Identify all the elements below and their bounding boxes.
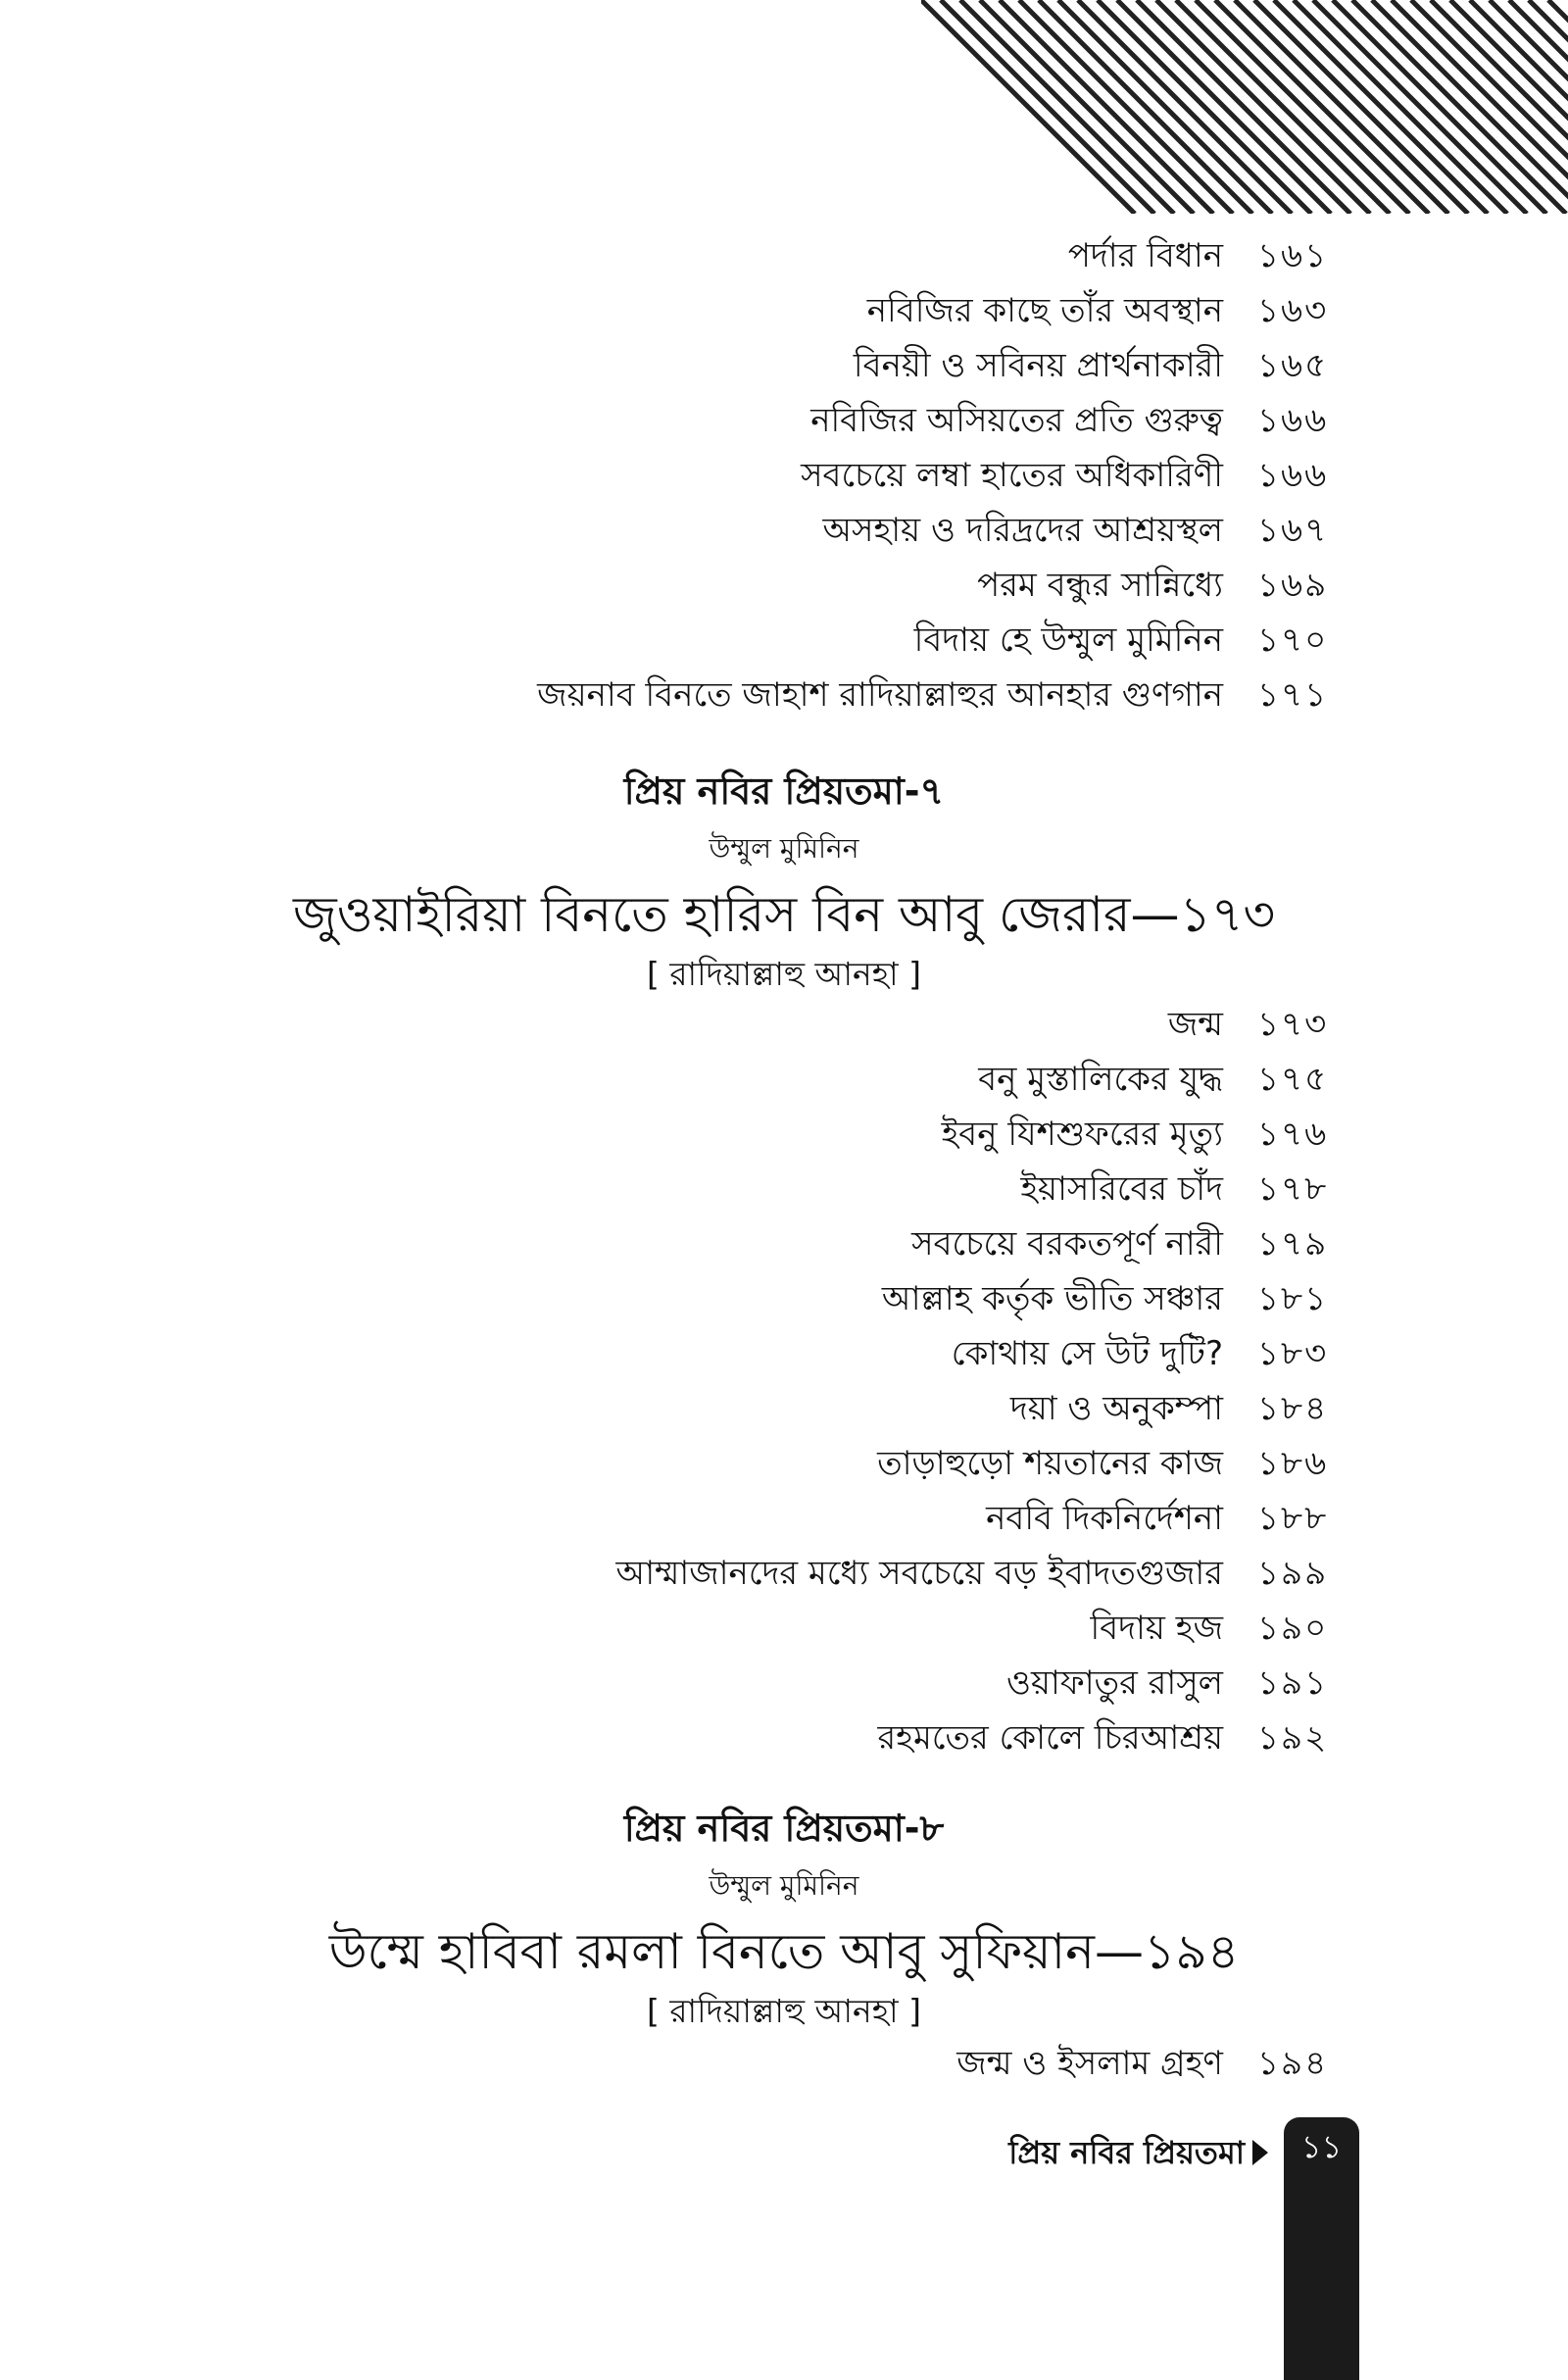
toc-entry-title: জয়নাব বিনতে জাহাশ রাদিয়াল্লাহুর আনহার গুণগান — [537, 675, 1223, 715]
toc-entry-title: ইয়াসরিবের চাঁদ — [1020, 1169, 1223, 1209]
toc-entry-title: বিদায় হে উম্মুল মুমিনিন — [913, 620, 1223, 660]
toc-entry-page: ১৬৭ — [1257, 511, 1329, 550]
toc-entry-page: ১৬৬ — [1257, 456, 1329, 495]
toc-entry-page: ১৯০ — [1257, 1609, 1329, 1648]
section-name[interactable]: উম্মে হাবিবা রমলা বিনতে আবু সুফিয়ান—১৯৪ — [328, 1923, 1240, 1980]
toc-entry-page: ১৬৬ — [1257, 401, 1329, 440]
toc-entry[interactable] — [0, 1713, 1568, 1762]
toc-entry-title: জন্ম — [1167, 1005, 1223, 1044]
toc-entry[interactable] — [0, 286, 1568, 335]
toc-entry[interactable] — [0, 451, 1568, 500]
toc-entry-title: আম্মাজানদের মধ্যে সবচেয়ে বড় ইবাদতগুজার — [615, 1554, 1223, 1593]
section-subtitle: উম্মুল মুমিনিন — [709, 832, 859, 865]
toc-entry-page: ১৭৮ — [1257, 1169, 1329, 1209]
toc-entry[interactable] — [0, 561, 1568, 610]
toc-entry-page: ১৭৬ — [1257, 1115, 1329, 1154]
toc-entry-title: পর্দার বিধান — [1067, 236, 1223, 275]
toc-entry-title: বিদায় হজ — [1090, 1609, 1223, 1648]
toc-entry-page: ১৮৪ — [1257, 1389, 1329, 1428]
toc-entry[interactable] — [0, 1384, 1568, 1433]
toc-entry-title: নবিজির অসিয়তের প্রতি গুরুত্ব — [810, 401, 1223, 440]
toc-entry[interactable] — [0, 1329, 1568, 1378]
toc-entry-title: ইবনু যিশশুফরের মৃত্যু — [941, 1115, 1223, 1154]
toc-entry-page: ১৭৯ — [1257, 1224, 1329, 1264]
toc-entry-title: পরম বন্ধুর সান্নিধ্যে — [977, 566, 1223, 605]
toc-entry-page: ১৭১ — [1257, 675, 1329, 715]
toc-entry-title: কোথায় সে উট দুটি? — [951, 1334, 1223, 1373]
toc-entry-page: ১৯১ — [1257, 1663, 1329, 1703]
toc-entry-title: দয়া ও অনুকম্পা — [1009, 1389, 1223, 1428]
section-honorific: [ রাদিয়াল্লাহু আনহা ] — [647, 1992, 921, 2030]
toc-entry-page: ১৮৮ — [1257, 1499, 1329, 1538]
page-number: ১১ — [1300, 2128, 1343, 2165]
toc-entry[interactable] — [0, 1055, 1568, 1104]
toc-entry-page: ১৯২ — [1257, 1718, 1329, 1758]
toc-entry-page: ১৯৪ — [1257, 2044, 1329, 2083]
toc-entry[interactable] — [0, 506, 1568, 555]
toc-entry[interactable] — [0, 1439, 1568, 1488]
toc-entry-page: ১৭৫ — [1257, 1060, 1329, 1099]
triangle-right-icon — [1252, 2140, 1268, 2165]
toc-entry-page: ১৭০ — [1257, 620, 1329, 660]
toc-entry-title: তাড়াহুড়ো শয়তানের কাজ — [877, 1444, 1223, 1483]
toc-entry-title: আল্লাহ কর্তৃক ভীতি সঞ্চার — [881, 1279, 1223, 1318]
toc-entry[interactable] — [0, 1219, 1568, 1268]
toc-entry-title: নবিজির কাছে তাঁর অবস্থান — [866, 291, 1223, 330]
toc-entry[interactable] — [0, 2039, 1568, 2088]
toc-entry-page: ১৭৩ — [1257, 1005, 1329, 1044]
decorative-stripes — [921, 0, 1568, 214]
section-name[interactable]: জুওয়াইরিয়া বিনতে হারিস বিন আবু জেরার—১৭৩ — [292, 886, 1276, 943]
toc-entry[interactable] — [0, 670, 1568, 719]
toc-entry-title: সবচেয়ে লম্বা হাতের অধিকারিণী — [801, 456, 1223, 495]
footer-book-title: প্রিয় নবির প্রিয়তমা — [1008, 2134, 1245, 2171]
toc-entry-page: ১৮৬ — [1257, 1444, 1329, 1483]
toc-entry[interactable] — [0, 231, 1568, 280]
toc-entry-page: ১৬১ — [1257, 236, 1329, 275]
toc-entry-title: সবচেয়ে বরকতপূর্ণ নারী — [911, 1224, 1223, 1264]
toc-entry[interactable] — [0, 1165, 1568, 1214]
toc-entry-page: ১৮১ — [1257, 1279, 1329, 1318]
toc-entry-title: জন্ম ও ইসলাম গ্রহণ — [956, 2044, 1223, 2083]
toc-entry-page: ১৮৩ — [1257, 1334, 1329, 1373]
toc-entry-title: নববি দিকনির্দেশনা — [986, 1499, 1223, 1538]
toc-entry-title: অসহায় ও দরিদ্রদের আশ্রয়স্থল — [822, 511, 1223, 550]
toc-entry[interactable] — [0, 396, 1568, 445]
toc-entry[interactable] — [0, 1000, 1568, 1049]
toc-entry-page: ১৬৩ — [1257, 291, 1329, 330]
toc-entry[interactable] — [0, 1549, 1568, 1598]
toc-entry-title: ওয়াফাতুর রাসুল — [1006, 1663, 1223, 1703]
toc-entry-page: ১৬৫ — [1257, 346, 1329, 385]
toc-entry[interactable] — [0, 1604, 1568, 1653]
toc-entry-title: রহমতের কোলে চিরআশ্রয় — [877, 1718, 1223, 1758]
toc-entry[interactable] — [0, 616, 1568, 665]
section-label: প্রিয় নবির প্রিয়তমা-৭ — [623, 769, 945, 813]
toc-entry-title: বনু মুস্তালিকের যুদ্ধ — [978, 1060, 1223, 1099]
toc-entry[interactable] — [0, 341, 1568, 390]
section-subtitle: উম্মুল মুমিনিন — [709, 1869, 859, 1902]
toc-entry[interactable] — [0, 1494, 1568, 1543]
section-honorific: [ রাদিয়াল্লাহু আনহা ] — [647, 955, 921, 993]
toc-entry[interactable] — [0, 1110, 1568, 1159]
toc-entry-page: ১৬৯ — [1257, 566, 1329, 605]
toc-entry-title: বিনয়ী ও সবিনয় প্রার্থনাকারী — [853, 346, 1223, 385]
toc-entry[interactable] — [0, 1659, 1568, 1708]
section-label: প্রিয় নবির প্রিয়তমা-৮ — [623, 1807, 945, 1850]
toc-entry-page: ১৯৯ — [1257, 1554, 1329, 1593]
toc-entry[interactable] — [0, 1274, 1568, 1323]
